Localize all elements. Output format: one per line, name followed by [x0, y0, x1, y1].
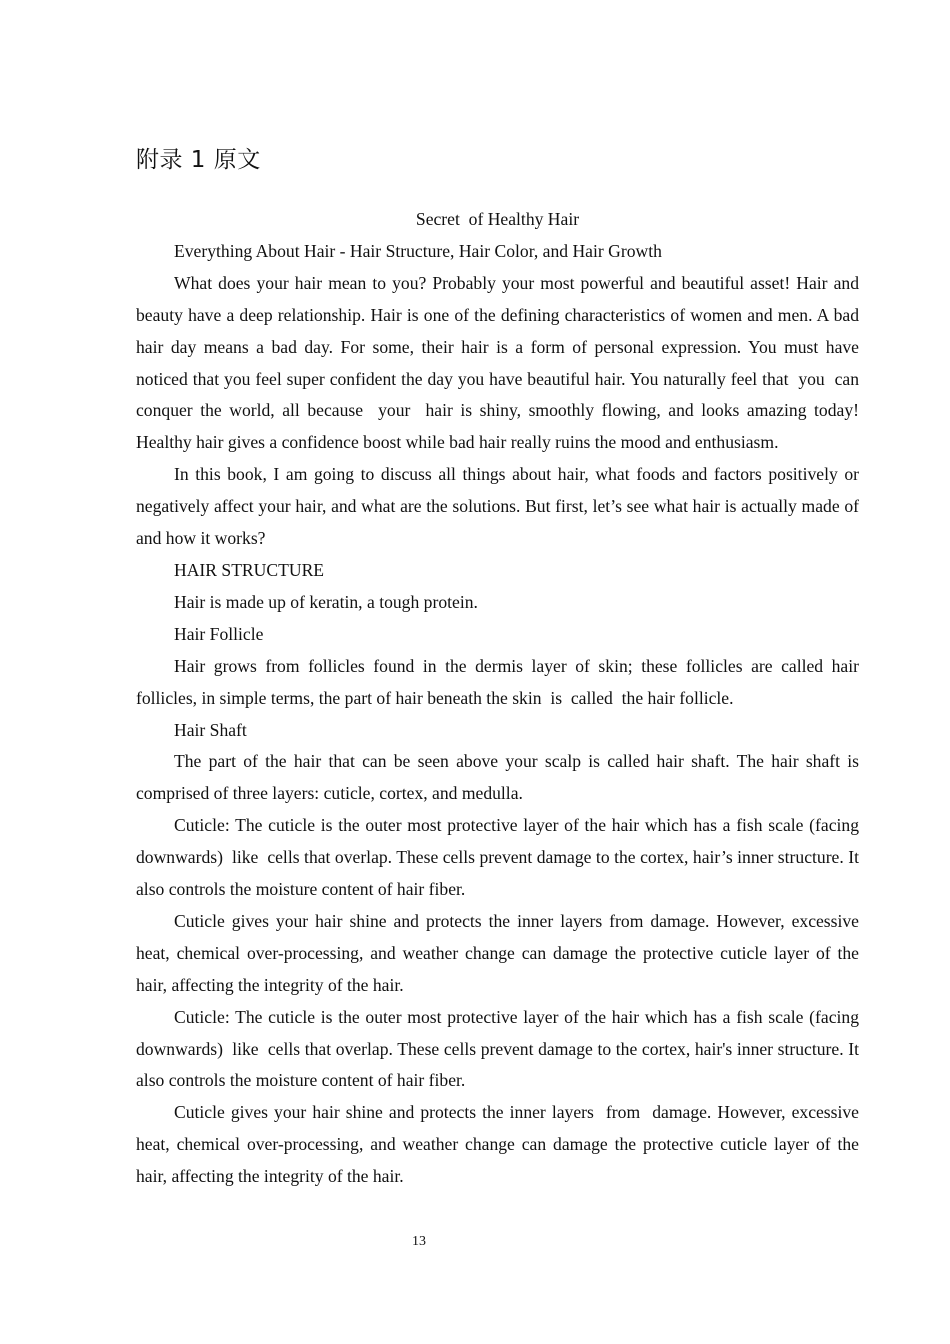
section-heading-hair-structure: HAIR STRUCTURE [174, 559, 325, 580]
paragraph-cuticle-shine-1: Cuticle gives your hair shine and protects the inner layers from damage. However, excessive heat, chemical over-processing, and weather change can damage the protective cuticle layer of the hair, affecting the integrity of the hair. [136, 910, 859, 995]
paragraph-cuticle-shine-2: Cuticle gives your hair shine and protects the inner layers from damage. However, excessive heat, chemical over-processing, and weather change can damage the protective cuticle layer of the hair, affecting the integrity of the hair. [136, 1102, 864, 1187]
section-heading-hair-follicle: Hair Follicle [174, 623, 264, 644]
page-number: 13 [412, 1234, 426, 1249]
paragraph-intro: What does your hair mean to you? Probably your most powerful and beautiful asset! Hair and beauty have a deep relationship. Hair is one of the defining characteristics of women and men. A bad hair day means a bad day. For some, their hair is a form of personal expression. You must have noticed that you feel super confident the day you have beautiful hair. You naturally feel that you can conquer the world, all because your hair is shiny, smoothly flowing, and looks amazing today! Healthy hair gives a confidence boost while bad hair really ruins the mood and enthusiasm. [136, 272, 864, 453]
paragraph-shaft: The part of the hair that can be seen above your scalp is called hair shaft. The hair shaft is comprised of three layers: cuticle, cortex, and medulla. [136, 751, 859, 804]
document-subtitle: Everything About Hair - Hair Structure, Hair Color, and Hair Growth [174, 240, 662, 261]
paragraph-keratin: Hair is made up of keratin, a tough protein. [174, 591, 478, 612]
paragraph-cuticle-2: Cuticle: The cuticle is the outer most protective layer of the hair which has a fish scale (facing downwards) like cells that overlap. These cells prevent damage to the cortex, hair's inner structure. It also controls the moisture content of hair fiber. [136, 1006, 864, 1091]
paragraph-cuticle-1: Cuticle: The cuticle is the outer most protective layer of the hair which has a fish scale (facing downwards) like cells that overlap. These cells prevent damage to the cortex, hair’s inner structure. It also controls the moisture content of hair fiber. [136, 815, 864, 900]
paragraph-follicle: Hair grows from follicles found in the dermis layer of skin; these follicles are called hair follicles, in simple terms, the part of hair beneath the skin is called the hair follicle. [136, 655, 864, 708]
document-body [136, 204, 864, 1193]
paragraph-book-overview: In this book, I am going to discuss all things about hair, what foods and factors positively or negatively affect your hair, and what are the solutions. But first, let’s see what hair is actually made of and how it works? [136, 464, 859, 549]
section-heading-hair-shaft: Hair Shaft [174, 719, 247, 740]
document-title: Secret of Healthy Hair [415, 209, 580, 229]
appendix-heading: 附录 1 原文 [136, 147, 261, 173]
